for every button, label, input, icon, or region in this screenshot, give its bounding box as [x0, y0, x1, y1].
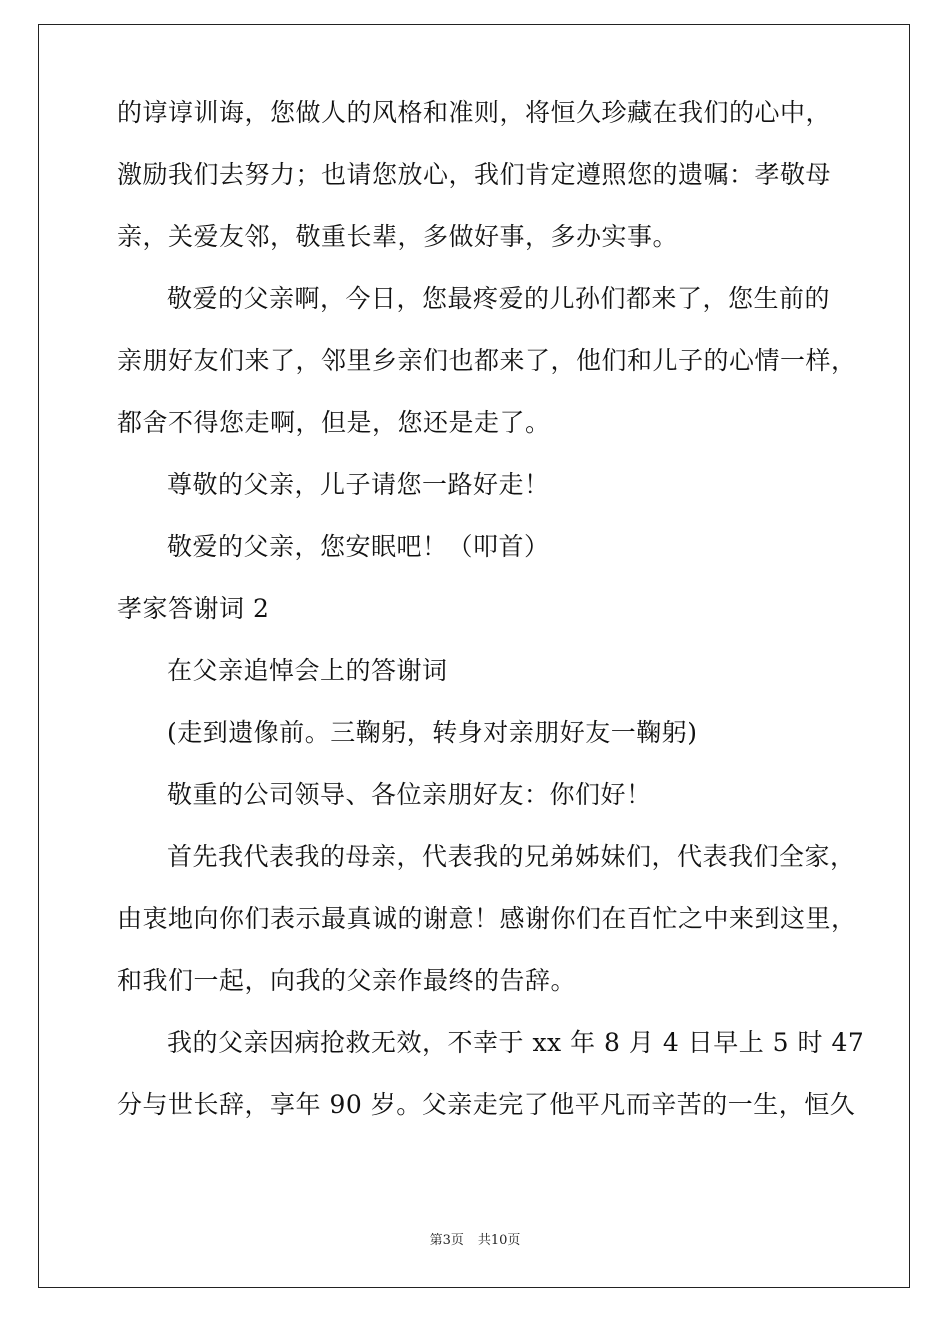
- paragraph-start-line: 敬爱的父亲，您安眠吧！（叩首）: [167, 532, 550, 561]
- text-line: 激励我们去努力；也请您放心，我们肯定遵照您的遗嘱：孝敬母: [117, 160, 832, 189]
- page-footer: [0, 1233, 950, 1249]
- text-line: 都舍不得您走啊，但是，您还是走了。: [117, 408, 551, 437]
- paragraph-start-line: 尊敬的父亲，儿子请您一路好走！: [167, 470, 550, 499]
- page-number: 第3页: [429, 1233, 464, 1248]
- text-line: 亲，关爱友邻，敬重长辈，多做好事，多办实事。: [117, 222, 679, 251]
- salutation-line: 敬重的公司领导、各位亲朋好友：你们好！: [167, 780, 652, 809]
- stage-direction-line: (走到遗像前。三鞠躬，转身对亲朋好友一鞠躬): [167, 718, 698, 747]
- paragraph-start-line: 首先我代表我的母亲，代表我的兄弟姊妹们，代表我们全家，: [167, 842, 856, 871]
- total-pages: 共10页: [477, 1233, 521, 1248]
- subtitle-line: 在父亲追悼会上的答谢词: [167, 656, 448, 685]
- text-line: 的谆谆训诲，您做人的风格和准则，将恒久珍藏在我们的心中，: [117, 98, 832, 127]
- text-line: 亲朋好友们来了，邻里乡亲们也都来了，他们和儿子的心情一样，: [117, 346, 857, 375]
- text-line: 和我们一起，向我的父亲作最终的告辞。: [117, 966, 577, 995]
- text-line: 由衷地向你们表示最真诚的谢意！感谢你们在百忙之中来到这里，: [117, 904, 857, 933]
- text-line: 分与世长辞，享年 90 岁。父亲走完了他平凡而辛苦的一生，恒久: [117, 1090, 856, 1119]
- section-heading: 孝家答谢词 2: [117, 594, 270, 623]
- paragraph-start-line: 敬爱的父亲啊，今日，您最疼爱的儿孙们都来了，您生前的: [167, 284, 831, 313]
- paragraph-start-line: 我的父亲因病抢救无效，不幸于 xx 年 8 月 4 日早上 5 时 47: [167, 1028, 865, 1057]
